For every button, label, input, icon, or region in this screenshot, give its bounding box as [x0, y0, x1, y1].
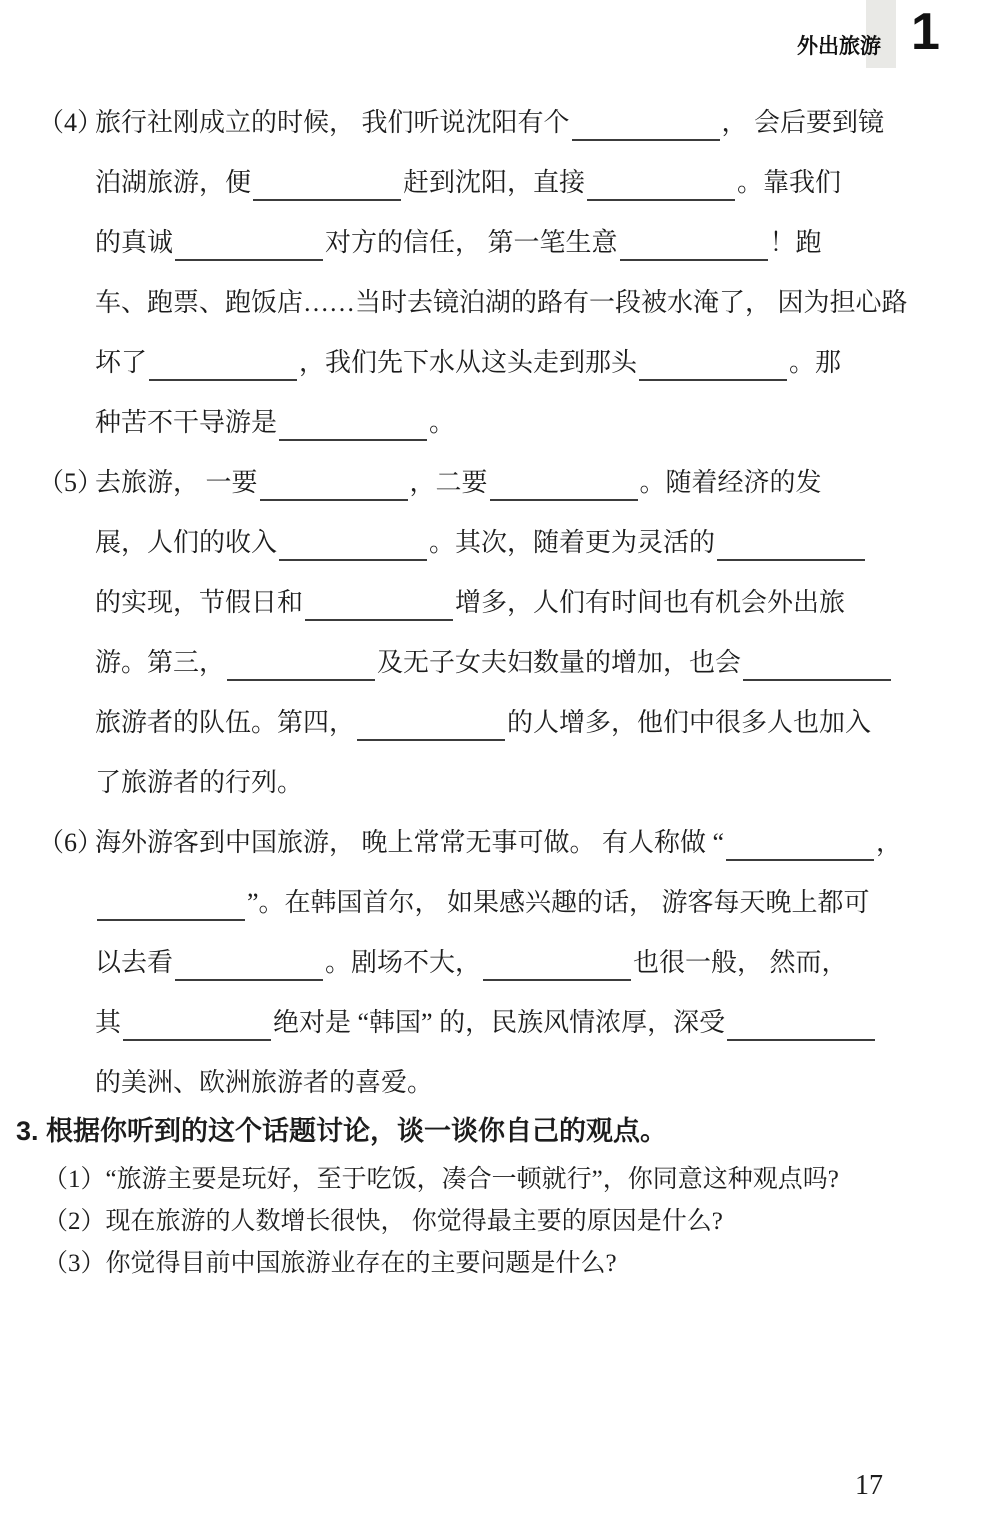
text-run: 的人增多，他们中很多人也加入 — [507, 708, 872, 737]
item-line — [95, 405, 968, 465]
item-line — [95, 885, 968, 945]
item-number: （6） — [38, 828, 104, 857]
text-run: 去旅游， 一要 — [95, 468, 258, 497]
text-run: 泊湖旅游，便 — [95, 168, 252, 197]
item-line — [95, 645, 968, 705]
text-run: 海外游客到中国旅游， 晚上常常无事可做。 有人称做 “ — [95, 828, 725, 857]
text-run: 展，人们的收入 — [95, 528, 278, 557]
item-line — [38, 105, 968, 165]
text-run: 旅行社刚成立的时候， 我们听说沈阳有个 — [95, 108, 570, 137]
item-line — [95, 705, 968, 765]
item-line — [95, 945, 968, 1005]
item-line — [95, 1005, 968, 1065]
fill-in-blank — [743, 652, 891, 681]
text-run: 。那 — [789, 348, 842, 377]
text-run: 种苦不干导游是 — [95, 408, 278, 437]
section-3-number: 3. — [16, 1116, 39, 1146]
text-run: 也很一般， 然而， — [633, 948, 848, 977]
fill-in-blank — [639, 352, 787, 381]
text-run: 车、跑票、跑饭店……当时去镜泊湖的路有一段被水淹了， 因为担心路 — [95, 288, 908, 317]
fill-in-blank — [260, 472, 408, 501]
text-run: 。剧场不大， — [325, 948, 482, 977]
fill-in-blank — [490, 472, 638, 501]
fill-in-blank — [483, 952, 631, 981]
exercise-item — [38, 105, 968, 465]
text-run: 赶到沈阳，直接 — [403, 168, 586, 197]
item-number: （5） — [38, 468, 104, 497]
exercise-list — [38, 105, 968, 1125]
fill-in-blank — [175, 952, 323, 981]
exercise-item — [38, 465, 968, 825]
fill-in-blank — [305, 592, 453, 621]
item-line — [38, 825, 968, 885]
item-line — [95, 165, 968, 225]
text-run: 对方的信任， 第一笔生意 — [325, 228, 618, 257]
fill-in-blank — [357, 712, 505, 741]
fill-in-blank — [572, 112, 720, 141]
exercise-item — [38, 825, 968, 1125]
item-number: （4） — [38, 108, 104, 137]
text-run: 。靠我们 — [737, 168, 842, 197]
page-number: 17 — [855, 1470, 883, 1501]
fill-in-blank — [717, 532, 865, 561]
item-line — [95, 225, 968, 285]
text-run: ”。在韩国首尔， 如果感兴趣的话， 游客每天晚上都可 — [247, 888, 870, 917]
text-run: 的美洲、欧洲旅游者的喜爱。 — [95, 1068, 434, 1097]
fill-in-blank — [227, 652, 375, 681]
text-run: ， — [876, 828, 903, 857]
chapter-title: 外出旅游 — [797, 35, 881, 58]
discussion-question: （3）你觉得目前中国旅游业存在的主要问题是什么? — [43, 1250, 617, 1277]
text-run: 了旅游者的行列。 — [95, 768, 304, 797]
item-line — [95, 585, 968, 645]
section-3 — [16, 1113, 968, 1289]
text-run: 。 — [429, 408, 456, 437]
text-run: 其 — [95, 1008, 122, 1037]
item-line — [95, 1065, 968, 1125]
item-line — [95, 765, 968, 825]
fill-in-blank — [149, 352, 297, 381]
text-run: 及无子女夫妇数量的增加，也会 — [377, 648, 742, 677]
text-run: 增多，人们有时间也有机会外出旅 — [455, 588, 846, 617]
fill-in-blank — [279, 412, 427, 441]
text-run: 游。第三， — [95, 648, 226, 677]
text-run: 的真诚 — [95, 228, 174, 257]
item-line — [38, 465, 968, 525]
fill-in-blank — [279, 532, 427, 561]
fill-in-blank — [587, 172, 735, 201]
fill-in-blank — [727, 1012, 875, 1041]
item-line — [95, 345, 968, 405]
text-run: ， 会后要到镜 — [721, 108, 885, 137]
text-run: 坏了 — [95, 348, 148, 377]
page-content — [16, 105, 968, 1289]
item-line — [95, 525, 968, 585]
text-run: 旅游者的队伍。第四， — [95, 708, 356, 737]
text-run: 。随着经济的发 — [639, 468, 822, 497]
fill-in-blank — [726, 832, 874, 861]
text-run: ，二要 — [409, 468, 488, 497]
item-line — [95, 285, 968, 345]
chapter-number: 1 — [911, 3, 940, 61]
discussion-question: （2）现在旅游的人数增长很快， 你觉得最主要的原因是什么? — [43, 1208, 723, 1235]
discussion-question-list — [43, 1163, 968, 1289]
fill-in-blank — [620, 232, 768, 261]
text-run: 的实现，节假日和 — [95, 588, 304, 617]
fill-in-blank — [123, 1012, 271, 1041]
text-run: ，我们先下水从这头走到那头 — [299, 348, 638, 377]
fill-in-blank — [175, 232, 323, 261]
fill-in-blank — [97, 892, 245, 921]
discussion-question: （1）“旅游主要是玩好，至于吃饭，凑合一顿就行”，你同意这种观点吗? — [43, 1166, 839, 1193]
text-run: 绝对是 “韩国” 的，民族风情浓厚，深受 — [273, 1008, 726, 1037]
text-run: 。其次，随着更为灵活的 — [429, 528, 716, 557]
text-run: ！跑 — [769, 228, 822, 257]
text-run: 以去看 — [95, 948, 174, 977]
section-3-title: 根据你听到的这个话题讨论，谈一谈你自己的观点。 — [46, 1116, 668, 1146]
fill-in-blank — [253, 172, 401, 201]
